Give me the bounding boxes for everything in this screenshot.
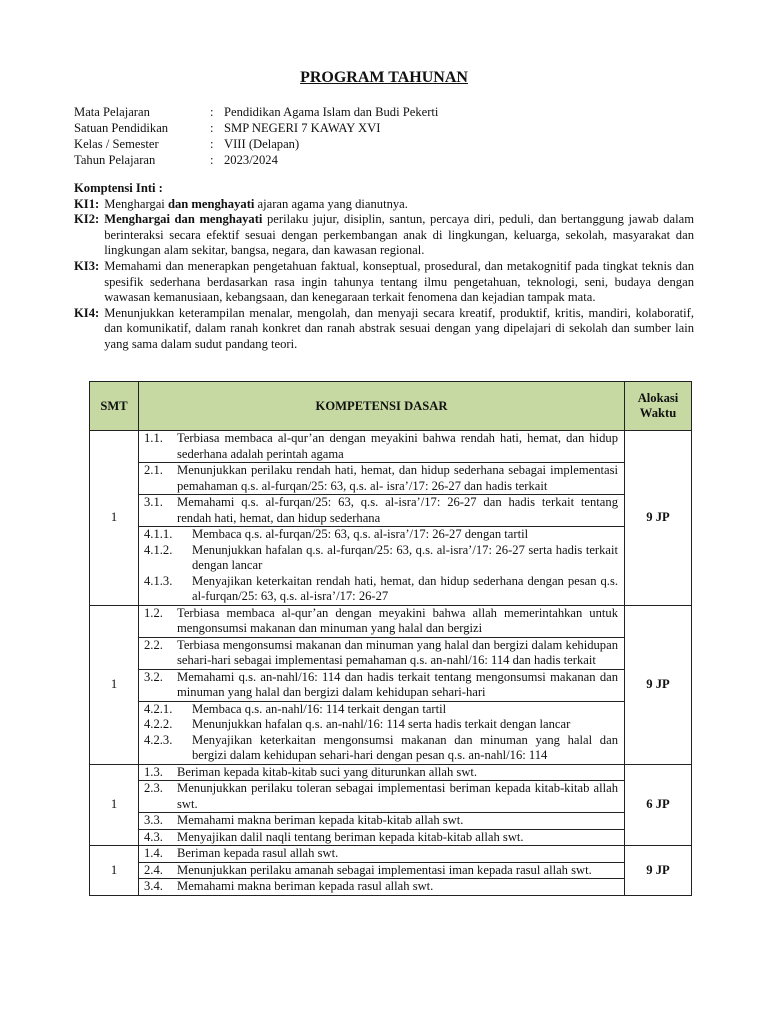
competency-text: Menyajikan keterkaitan rendah hati, hemat, dan hidup sederhana dengan pesan q.s. al-furqan/25: 63, q.s. al-isra’/17: 26-27 (192, 573, 618, 603)
competency-number: 3.1. (144, 495, 163, 509)
competency-number: 1.1. (144, 431, 163, 445)
competency-number: 1.4. (144, 846, 163, 860)
competency-item (139, 717, 624, 733)
header-alokasi-waktu: Alokasi Waktu (625, 382, 692, 431)
ki-text-part: Menunjukkan keterampilan menalar, mengolah, dan menyaji secara kreatif, produktif, kritis, mandiri, kolaboratif, dan komunikatif, dalam ranah konkret dan ranah abstrak sesuai dengan yang dipelajari di sekolah dan sumber lain yang sama dalam sudut pandang teori. (104, 305, 694, 351)
competency-item (139, 431, 624, 463)
competency-item (139, 527, 624, 543)
ki-code: KI1: (74, 196, 100, 211)
ki-text-emphasis: dan menghayati (167, 196, 255, 211)
ki-text-part: perilaku jujur, disiplin, santun, percaya diri, peduli, dan bertanggung jawab dalam berinteraksi secara efektif sesuai dengan perkembangan anak di lingkungan, keluarga, sekolah, masyarakat dan lingkungan alam sekitar, bangsa, negara, dan kawasan regional. (104, 212, 694, 258)
competency-cell (139, 605, 625, 764)
meta-label: Mata Pelajaran (74, 105, 150, 119)
competency-number: 2.4. (144, 862, 163, 877)
semester-cell: 1 (90, 431, 139, 606)
competency-item (139, 463, 624, 495)
meta-colon: : (210, 121, 214, 135)
competency-text: Menunjukkan perilaku rendah hati, hemat, dan hidup sederhana sebagai implementasi pemahaman q.s. al-furqan/25: 63, q.s. al- isra’/17: 26-27 dan hadis terkait (177, 463, 618, 493)
ki-text (104, 306, 694, 353)
table-row (90, 431, 692, 606)
competency-text: Beriman kepada rasul allah swt. (177, 846, 339, 860)
competency-item (139, 702, 624, 718)
competency-number: 4.3. (144, 829, 163, 844)
competency-item (139, 733, 624, 764)
meta-row-year (74, 152, 438, 168)
meta-row-class (74, 136, 438, 152)
competency-number: 3.4. (144, 879, 163, 893)
competency-item (139, 846, 624, 863)
ki-item (74, 212, 694, 259)
meta-value: SMP NEGERI 7 KAWAY XVI (224, 121, 381, 135)
ki-text-part: Memahami dan menerapkan pengetahuan faktual, konseptual, prosedural, dan metakognitif pada tingkat teknis dan spesifik sederhana berdasarkan rasa ingin tahunya tentang ilmu pengetahuan, teknologi, seni, budaya dengan wawasan kemanusiaan, kebangsaan, dan kenegaraan terkait fenomena dan kejadian tampak mata. (104, 258, 694, 305)
competency-text: Terbiasa membaca al-qur’an dengan meyakini bahwa allah memerintahkan untuk mengonsumsi makanan dan minuman yang halal dan bergizi (177, 605, 618, 635)
competency-text: Menunjukkan hafalan q.s. al-furqan/25: 63, q.s. al-isra’/17: 26-27 serta hadis terkait dengan lancar (192, 542, 618, 572)
competency-item (139, 781, 624, 813)
meta-label: Satuan Pendidikan (74, 121, 169, 135)
competency-item (139, 879, 624, 895)
competency-number: 2.1. (144, 463, 163, 477)
meta-row-school (74, 120, 438, 136)
core-competencies (74, 181, 694, 353)
competency-text: Menyajikan keterkaitan mengonsumsi makanan dan minuman yang halal dan bergizi dalam kehidupan sehari-hari dengan pesan q.s. an-nahl/16: 114 (192, 732, 618, 762)
competency-number: 1.3. (144, 764, 163, 779)
competency-text: Membaca q.s. al-furqan/25: 63, q.s. al-isra’/17: 26-27 dengan tartil (192, 527, 529, 541)
competency-number: 2.3. (144, 781, 163, 795)
competency-text: Menunjukkan hafalan q.s. an-nahl/16: 114 serta hadis terkait dengan lancar (192, 717, 571, 731)
semester-cell: 1 (90, 764, 139, 846)
time-allocation-cell: 6 JP (625, 764, 692, 846)
competency-cell (139, 846, 625, 896)
ki-text (104, 259, 694, 306)
competency-item (139, 606, 624, 638)
competency-number: 4.1.2. (144, 542, 173, 557)
competency-item (139, 765, 624, 782)
ki-text-part: ajaran agama yang dianutnya. (254, 196, 408, 211)
competency-item (139, 813, 624, 830)
competency-number: 4.2.3. (144, 732, 173, 747)
header-kompetensi-dasar: KOMPETENSI DASAR (139, 382, 625, 431)
competency-item (139, 574, 624, 605)
ki-heading: Komptensi Inti : (74, 181, 163, 195)
competency-text: Menunjukkan perilaku amanah sebagai implementasi iman kepada rasul allah swt. (177, 862, 592, 877)
meta-colon: : (210, 137, 214, 151)
page-title: PROGRAM TAHUNAN (300, 69, 468, 86)
competency-item (139, 830, 624, 846)
time-allocation-cell: 9 JP (625, 605, 692, 764)
competency-number: 2.2. (144, 637, 163, 652)
meta-value: 2023/2024 (224, 153, 278, 167)
header-smt: SMT (90, 382, 139, 431)
competency-text: Terbiasa membaca al-qur’an dengan meyakini bahwa rendah hati, hemat, dan hidup sederhana adalah perintah agama (177, 431, 618, 461)
competency-number: 4.2.1. (144, 701, 173, 716)
competency-table (89, 381, 692, 896)
competency-cell (139, 764, 625, 846)
ki-code: KI3: (74, 258, 100, 273)
meta-label: Tahun Pelajaran (74, 153, 156, 167)
table-row (90, 764, 692, 846)
competency-number: 4.1.3. (144, 573, 173, 588)
competency-number: 1.2. (144, 605, 163, 620)
competency-number: 4.1.1. (144, 527, 173, 541)
ki-list (74, 197, 694, 353)
competency-text: Beriman kepada kitab-kitab suci yang diturunkan allah swt. (177, 764, 478, 779)
competency-text: Menyajikan dalil naqli tentang beriman kepada kitab-kitab allah swt. (177, 829, 524, 844)
competency-item (139, 495, 624, 527)
competency-text: Terbiasa mengonsumsi makanan dan minuman yang halal dan bergizi dalam kehidupan sehari-hari sebagai implementasi pemahaman q.s. an-nahl/16: 114 dan hadis terkait (177, 637, 618, 667)
competency-number: 3.2. (144, 669, 163, 684)
meta-value: Pendidikan Agama Islam dan Budi Pekerti (224, 105, 439, 119)
meta-colon: : (210, 153, 214, 167)
ki-code: KI4: (74, 305, 100, 320)
meta-colon: : (210, 105, 214, 119)
table-row (90, 846, 692, 896)
ki-item (74, 259, 694, 306)
table-row (90, 605, 692, 764)
ki-text-part: Menghargai (104, 196, 168, 211)
competency-number: 3.3. (144, 813, 163, 827)
time-allocation-cell: 9 JP (625, 431, 692, 606)
competency-text: Memahami makna beriman kepada kitab-kitab allah swt. (177, 813, 464, 827)
meta-row-subject (74, 104, 438, 120)
competency-text: Memahami makna beriman kepada rasul allah swt. (177, 879, 434, 893)
table-header-row (90, 382, 692, 431)
ki-text (104, 197, 694, 213)
competency-item (139, 670, 624, 702)
ki-code: KI2: (74, 212, 100, 227)
competency-item (139, 863, 624, 880)
competency-item (139, 543, 624, 574)
competency-number: 4.2.2. (144, 717, 173, 731)
competency-cell (139, 431, 625, 606)
meta-label: Kelas / Semester (74, 137, 159, 151)
ki-text-emphasis: Menghargai dan menghayati (104, 212, 263, 227)
competency-text: Membaca q.s. an-nahl/16: 114 terkait dengan tartil (192, 701, 447, 716)
ki-text (104, 212, 694, 259)
competency-text: Menunjukkan perilaku toleran sebagai implementasi beriman kepada kitab-kitab allah swt. (177, 781, 618, 811)
competency-text: Memahami q.s. al-furqan/25: 63, q.s. al-isra’/17: 26-27 dan hadis terkait tentang rendah hati, hemat, dan hidup sederhana (177, 495, 618, 525)
ki-item (74, 306, 694, 353)
competency-text: Memahami q.s. an-nahl/16: 114 dan hadis terkait tentang mengonsumsi makanan dan minuman yang halal dan bergizi dalam kehidupan sehari-hari (177, 669, 618, 699)
document-meta (74, 104, 438, 168)
semester-cell: 1 (90, 605, 139, 764)
table-body (90, 431, 692, 896)
competency-item (139, 638, 624, 670)
ki-item (74, 197, 694, 213)
semester-cell: 1 (90, 846, 139, 896)
time-allocation-cell: 9 JP (625, 846, 692, 896)
meta-value: VIII (Delapan) (224, 137, 300, 151)
